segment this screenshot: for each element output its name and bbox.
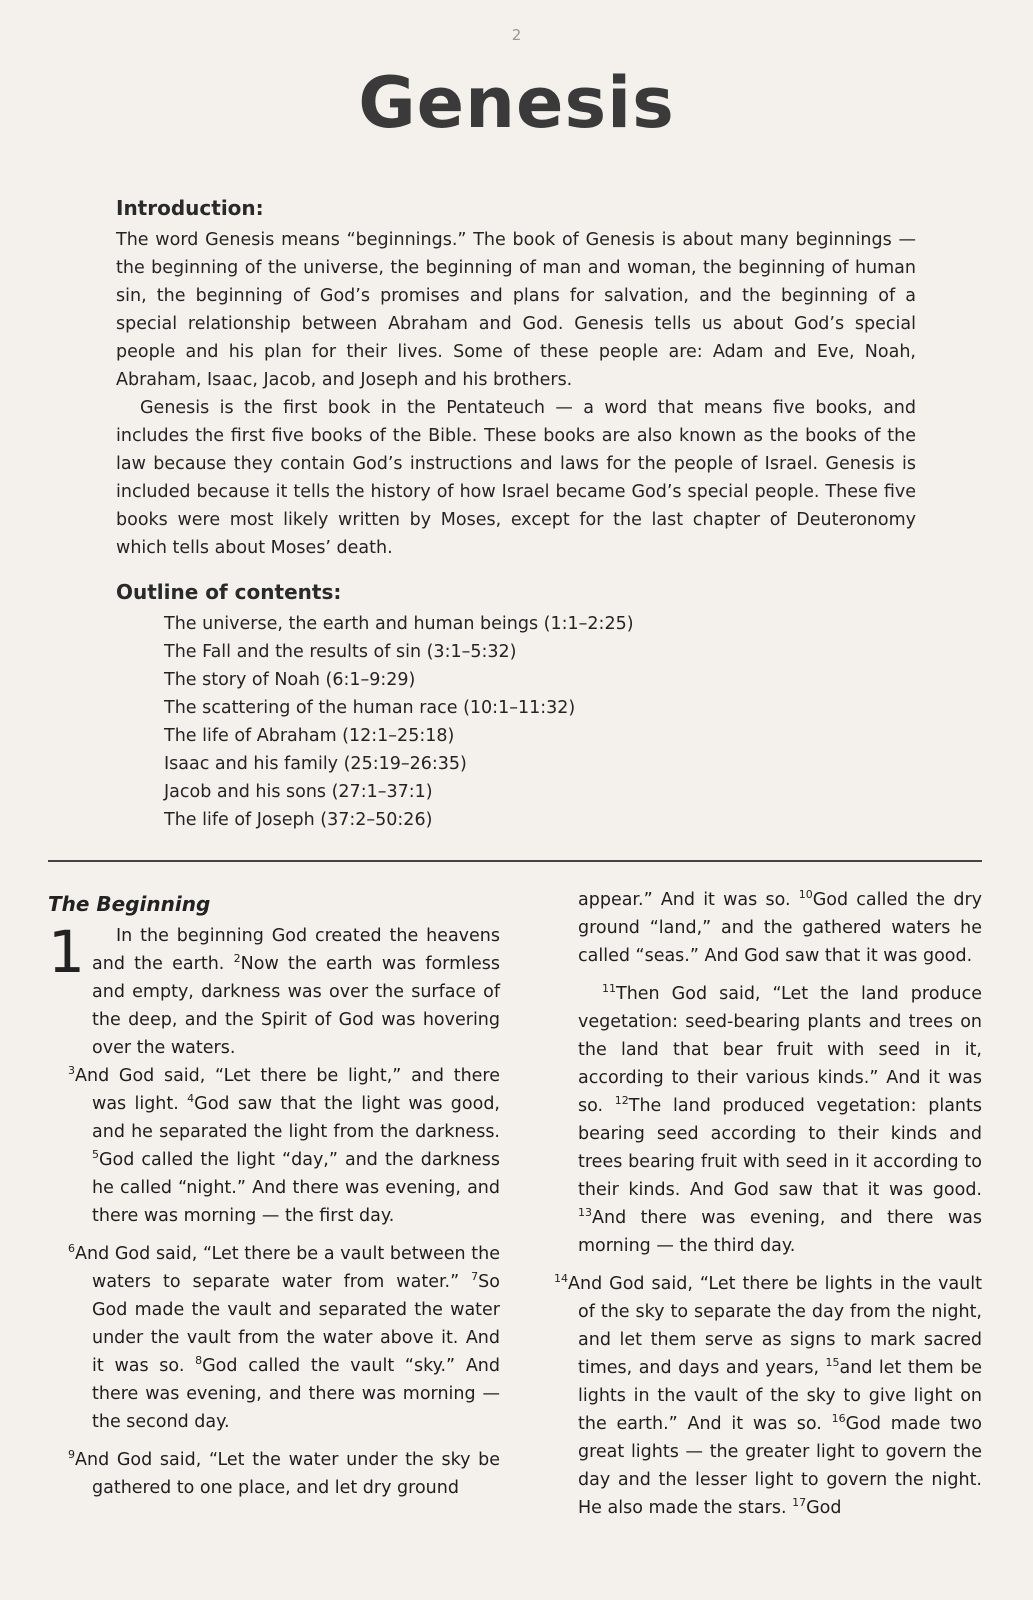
verse-text: So God made the vault and separated the water under the vault from the water above it. And it was so. xyxy=(92,1272,500,1376)
outline-section xyxy=(116,580,916,834)
verse-number: 14 xyxy=(554,1272,568,1286)
verse-number: 13 xyxy=(578,1206,592,1220)
verse-number: 16 xyxy=(831,1412,846,1426)
scripture-column-right xyxy=(530,886,982,1522)
verse-number: 12 xyxy=(614,1094,629,1108)
section-divider xyxy=(48,860,982,862)
verse-paragraph xyxy=(48,1240,500,1436)
verse-text: God called the light “day,” and the darkness he called “night.” And there was evening, and there was morning — the first day. xyxy=(92,1150,500,1226)
verse-text: And there was evening, and there was morning — the third day. xyxy=(578,1208,982,1256)
page-number: 2 xyxy=(511,26,522,44)
verse-text: appear.” And it was so. xyxy=(578,890,799,910)
verse-number: 9 xyxy=(68,1448,75,1462)
verse-text: God saw that the light was good, and he separated the light from the darkness. xyxy=(92,1094,500,1142)
verse-text: Now the earth was formless and empty, darkness was over the surface of the deep, and the Spirit of God was hovering over the waters. xyxy=(92,954,500,1058)
outline-item: Isaac and his family (25:19–26:35) xyxy=(164,754,467,774)
outline-item: The scattering of the human race (10:1–11:32) xyxy=(164,698,576,718)
verse-text: And God said, “Let there be lights in the vault of the sky to separate the day from the night, and let them serve as signs to mark sacred times, and days and years, xyxy=(568,1274,982,1378)
outline-heading: Outline of contents: xyxy=(116,580,342,604)
verse-paragraph xyxy=(530,1270,982,1522)
outline-list xyxy=(164,610,916,834)
verse-text: God called the dry ground “land,” and the gathered waters he called “seas.” And God saw that it was good. xyxy=(578,890,983,966)
verse-paragraph xyxy=(530,980,982,1260)
verse-paragraph xyxy=(48,1446,500,1502)
verse-number: 15 xyxy=(825,1356,840,1370)
verse-text: and let them be lights in the vault of the sky to give light on the earth.” And it was so. xyxy=(578,1358,982,1434)
verse-number: 8 xyxy=(195,1354,203,1368)
verse-number: 4 xyxy=(187,1092,195,1106)
verse-text: In the beginning God created the heavens and the earth. xyxy=(92,926,500,974)
verse-number: 7 xyxy=(471,1270,479,1284)
verse-text: And God said, “Let there be light,” and there was light. xyxy=(75,1066,500,1114)
verse-paragraph xyxy=(92,922,500,1062)
outline-item: The Fall and the results of sin (3:1–5:32) xyxy=(164,642,517,662)
outline-item: The universe, the earth and human beings (1:1–2:25) xyxy=(164,614,634,634)
verse-text: God xyxy=(806,1498,842,1518)
verse-number: 17 xyxy=(792,1496,807,1510)
verse-number: 2 xyxy=(233,952,241,966)
verse-paragraph xyxy=(530,886,982,970)
chapter-block xyxy=(48,918,500,1062)
intro-paragraph: The word Genesis means “beginnings.” The book of Genesis is about many beginnings — the beginning of the universe, the beginning of man and woman, the beginning of human sin, the beginning of God’s promises and plans for salvation, and the beginning of a special relationship between Abraham and God. Genesis tells us about God’s special people and his plan for their lives. Some of these people are: Adam and Eve, Noah, Abraham, Isaac, Jacob, and Joseph and his brothers. xyxy=(116,230,916,390)
chapter-number: 1 xyxy=(48,918,85,986)
verse-paragraph xyxy=(48,1062,500,1230)
verse-text: Then God said, “Let the land produce vegetation: seed-bearing plants and trees on the land that bear fruit with seed in it, according to their various kinds.” And it was so. xyxy=(578,984,982,1116)
outline-item: The story of Noah (6:1–9:29) xyxy=(164,670,416,690)
verse-number: 5 xyxy=(92,1148,99,1162)
scripture-column-left xyxy=(48,886,500,1502)
verse-text: God called the vault “sky.” And there was evening, and there was morning — the second day. xyxy=(92,1356,500,1432)
verse-number: 6 xyxy=(68,1242,75,1256)
introduction-section xyxy=(116,196,916,834)
outline-item: Jacob and his sons (27:1–37:1) xyxy=(164,782,433,802)
introduction-heading: Introduction: xyxy=(116,196,264,220)
verse-text: And God said, “Let there be a vault between the waters to separate water from water.” xyxy=(75,1244,500,1292)
verse-text: God made two great lights — the greater light to govern the day and the lesser light to govern the night. He also made the stars. xyxy=(578,1414,982,1518)
passage-heading: The Beginning xyxy=(48,892,211,916)
verse-number: 3 xyxy=(68,1064,75,1078)
verse-number: 10 xyxy=(798,888,813,902)
outline-item: The life of Joseph (37:2–50:26) xyxy=(164,810,433,830)
verse-number: 11 xyxy=(602,982,616,996)
intro-paragraph: Genesis is the first book in the Pentateuch — a word that means five books, and includes the first five books of the Bible. These books are also known as the books of the law because they contain God’s instructions and laws for the people of Israel. Genesis is included because it tells the history of how Israel became God’s special people. These five books were most likely written by Moses, except for the last chapter of Deuteronomy which tells about Moses’ death. xyxy=(116,398,916,558)
verse-text: The land produced vegetation: plants bearing seed according to their kinds and trees bearing fruit with seed in it according to their kinds. And God saw that it was good. xyxy=(578,1096,982,1200)
book-title: Genesis xyxy=(358,62,675,144)
outline-item: The life of Abraham (12:1–25:18) xyxy=(164,726,455,746)
verse-text: And God said, “Let the water under the sky be gathered to one place, and let dry ground xyxy=(75,1450,500,1498)
